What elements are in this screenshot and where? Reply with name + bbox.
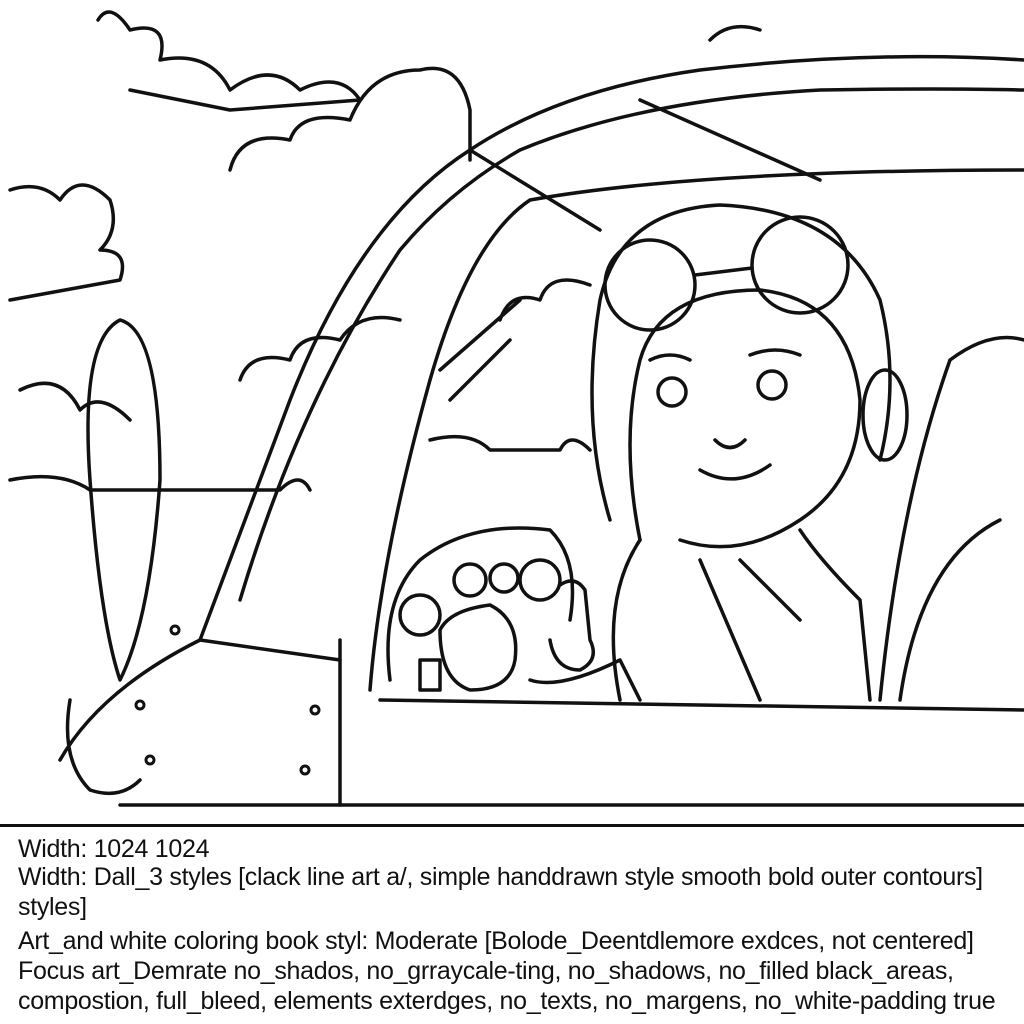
caption-text-block (0, 824, 1024, 1024)
propeller (68, 320, 161, 793)
caption-line-2: Width: Dall_3 styles [clack line art a/, simple handdrawn style smooth bold outer contours] (18, 863, 983, 891)
caption-line-1: Width: 1024 1024 (18, 835, 210, 863)
rivets (136, 626, 319, 774)
cloud-shapes (10, 12, 760, 490)
pilot-seat (880, 338, 1024, 701)
pilot (592, 205, 907, 700)
caption-line-5: Focus art_Demrate no_shados, no_grraycale-ting, no_shadows, no_filled black_areas, (18, 957, 954, 985)
caption-line-6: compostion, full_bleed, elements exterdges, no_texts, no_margens, no_white-padding true (18, 987, 996, 1015)
caption-line-3: styles] (18, 893, 87, 921)
caption-line-4: Art_and white coloring book styl: Moderate [Bolode_Deentdlemore exdces, not centered] (18, 927, 974, 955)
instrument-panel (388, 528, 573, 690)
